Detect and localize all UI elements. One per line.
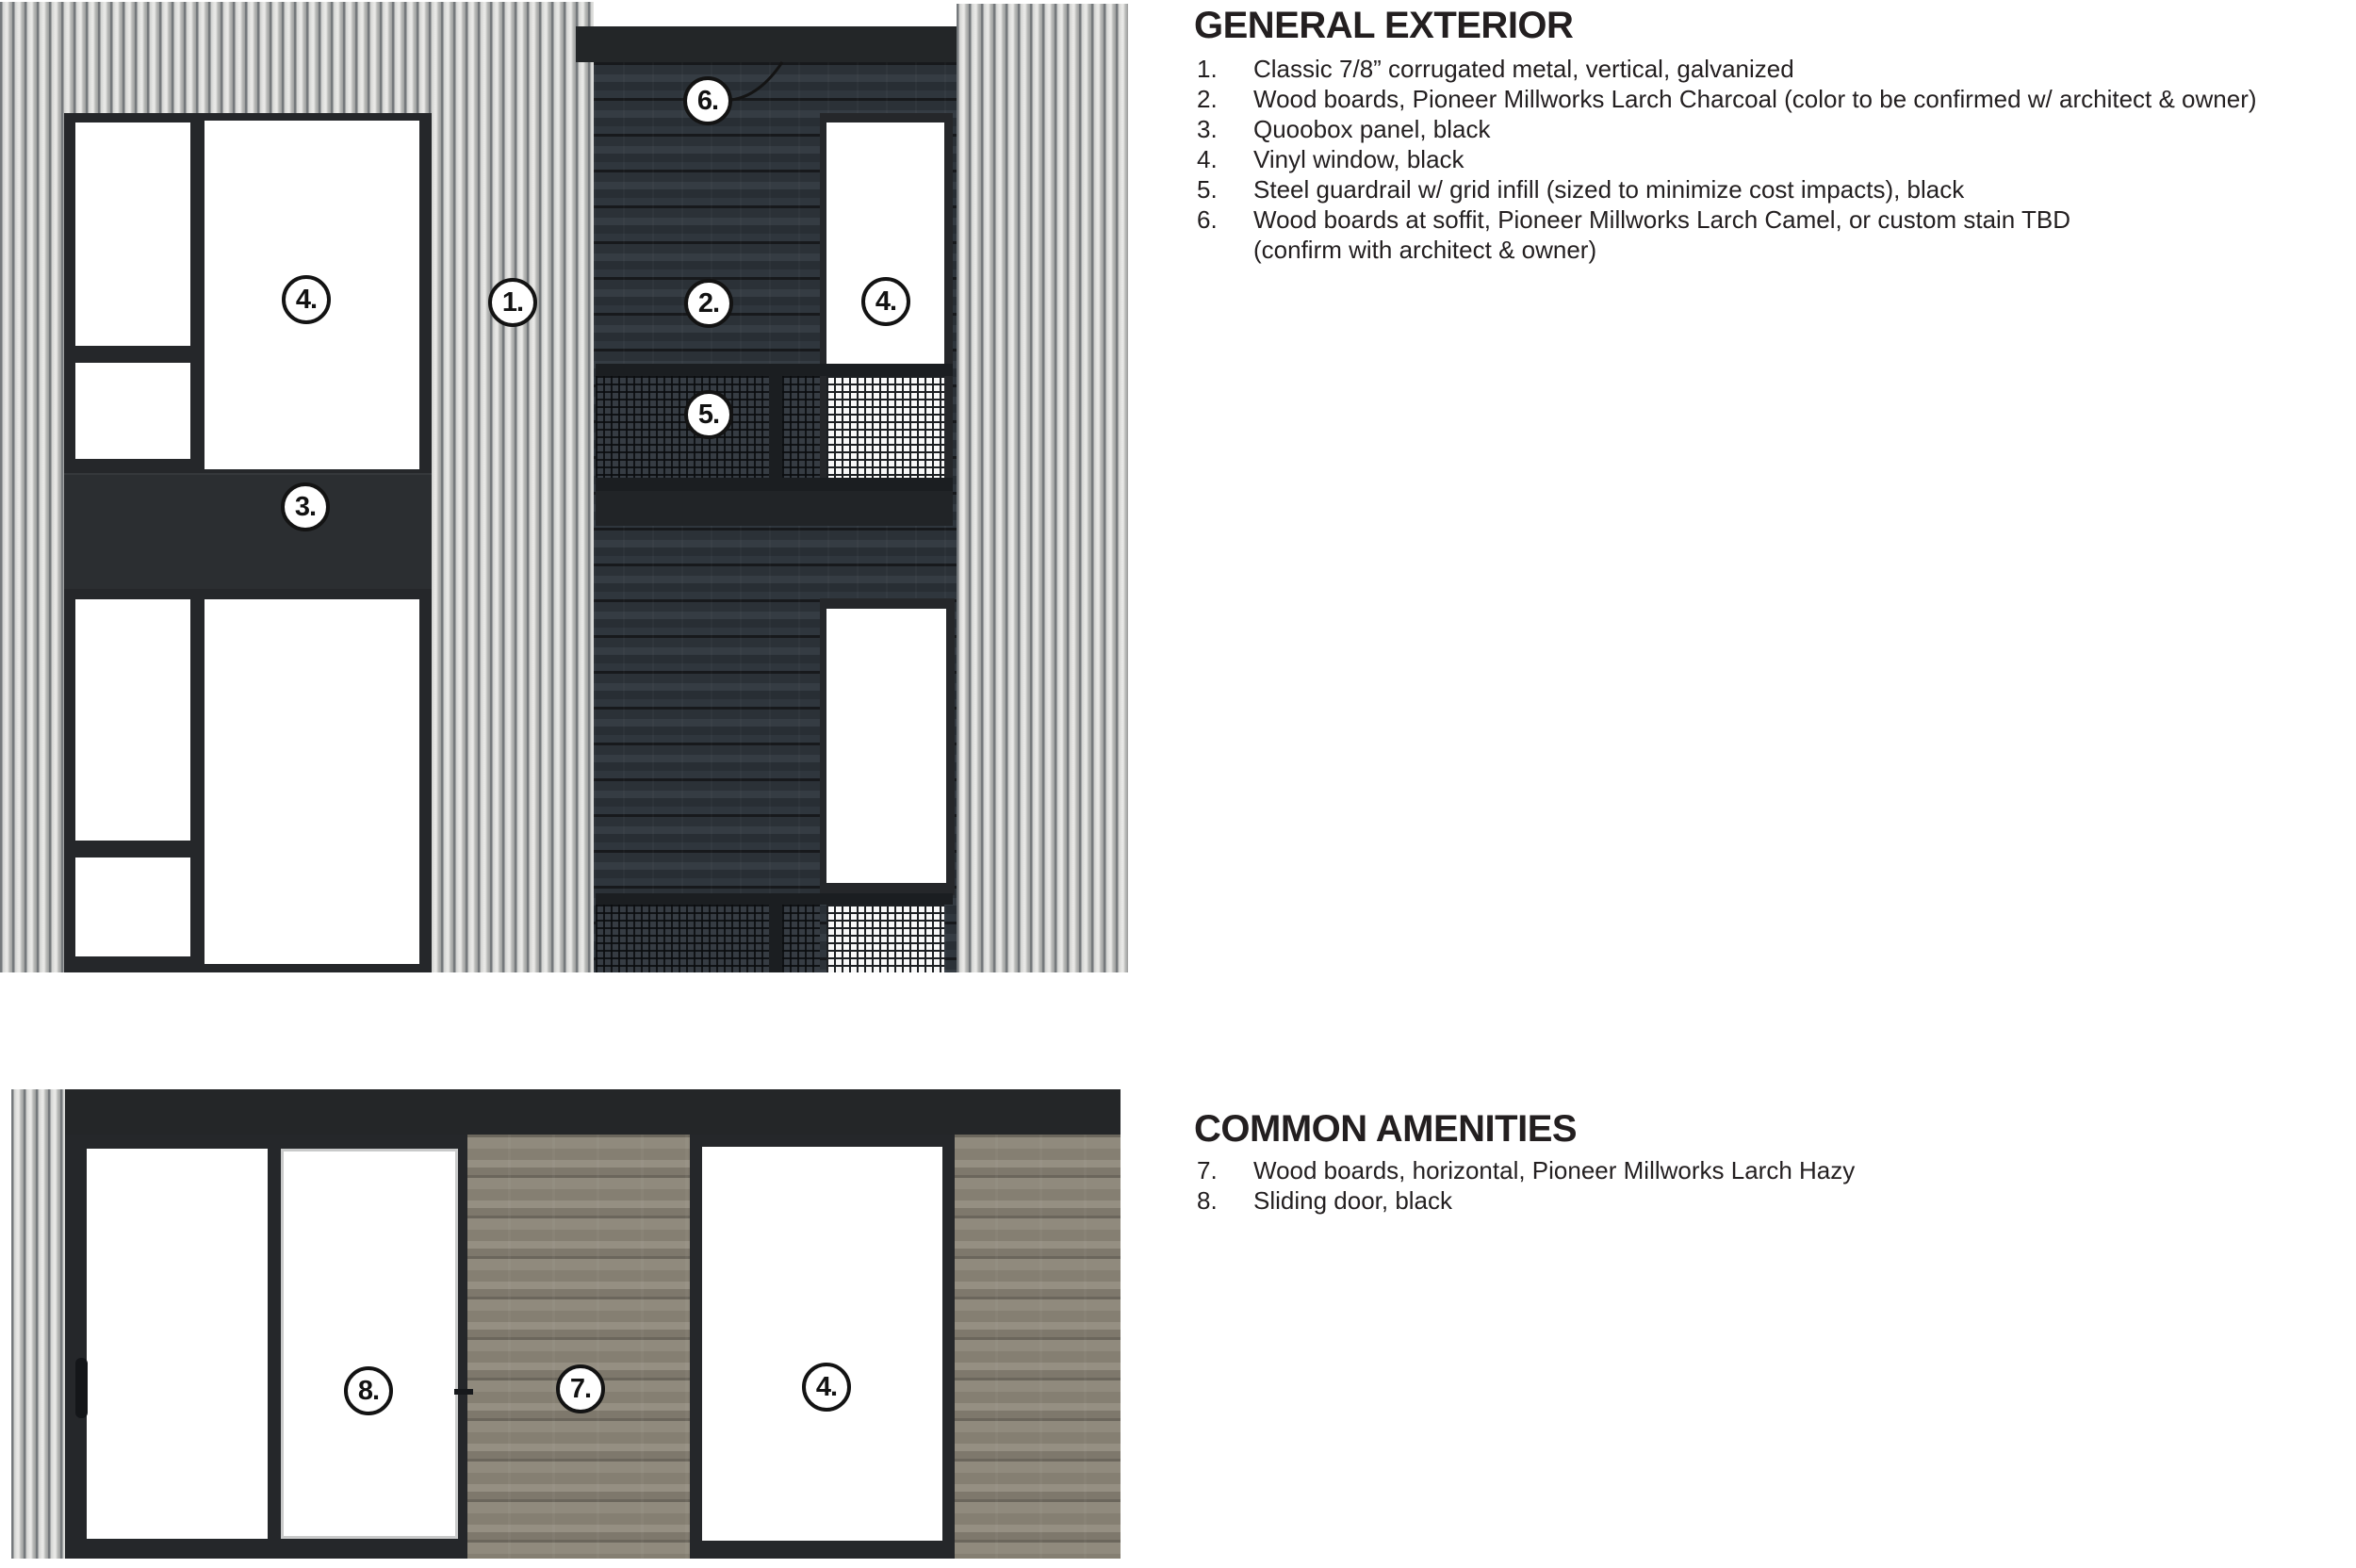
window-glass: [75, 122, 190, 346]
legend-item-text: Vinyl window, black: [1253, 145, 1464, 173]
corrugated-metal-wall-right: [957, 4, 1128, 972]
legend-item-number: 8.: [1197, 1186, 1218, 1215]
guardrail-grid-panel: [826, 905, 944, 972]
sliding-door-glass-right: [281, 1149, 458, 1539]
window-glass: [205, 599, 419, 964]
general-exterior-title: GENERAL EXTERIOR: [1194, 5, 1574, 46]
callout-3: [281, 482, 330, 531]
callout-label: 8.: [357, 1375, 380, 1406]
general-exterior-elevation: [0, 0, 1128, 972]
callout-label: 7.: [569, 1373, 592, 1404]
guardrail-bottom-rail: [596, 478, 953, 491]
legend-item: [1197, 1185, 2351, 1216]
callout-label: 4.: [295, 284, 318, 315]
legend-item-number: 4.: [1197, 145, 1218, 173]
window-glass: [826, 122, 944, 366]
legend-item: [1197, 1155, 2351, 1185]
legend-item: [1197, 174, 2351, 204]
legend-item-text: [1253, 204, 2070, 265]
window-glass: [75, 599, 190, 841]
callout-6: [683, 76, 732, 125]
guardrail-top-rail: [596, 364, 953, 376]
legend-item: [1197, 144, 2351, 174]
window-glass: [75, 858, 190, 956]
common-amenities-title: COMMON AMENITIES: [1194, 1108, 1578, 1150]
guardrail-grid-panel: [782, 376, 820, 478]
legend-item-text: Quoobox panel, black: [1253, 115, 1491, 143]
header-band: [65, 1089, 1121, 1135]
legend-item: [1197, 54, 2351, 84]
window-glass: [826, 609, 946, 883]
legend-item-number: 6.: [1197, 205, 1218, 234]
legend-item-text: Classic 7/8” corrugated metal, vertical, galvanized: [1253, 55, 1794, 83]
callout-label: 4.: [815, 1371, 838, 1402]
callout-label: 1.: [501, 286, 524, 318]
sliding-door-glass-left: [87, 1149, 268, 1539]
callout-label: 2.: [697, 287, 720, 318]
guardrail-post: [769, 376, 782, 478]
window-glass: [75, 363, 190, 459]
window-glass: [702, 1147, 942, 1541]
guardrail-grid-panel: [596, 376, 769, 478]
callout-label: 3.: [294, 491, 317, 522]
soffit-cap-band: [576, 26, 977, 62]
legend-item-number: 2.: [1197, 85, 1218, 113]
legend-item-number: 3.: [1197, 115, 1218, 143]
guardrail-grid-panel: [826, 376, 944, 478]
guardrail-post: [769, 905, 782, 972]
legend-item-line2: (confirm with architect & owner): [1253, 236, 1597, 264]
floor-deck-band: [596, 491, 953, 526]
guardrail-grid-panel: [782, 905, 820, 972]
legend-item-text: Steel guardrail w/ grid infill (sized to minimize cost impacts), black: [1253, 175, 1965, 204]
legend-item-number: 5.: [1197, 175, 1218, 204]
legend-item-number: 1.: [1197, 55, 1218, 83]
door-latch-mark: [454, 1389, 473, 1395]
legend-item-number: 7.: [1197, 1156, 1218, 1184]
legend-item: [1197, 84, 2351, 114]
callout-1: [488, 278, 537, 327]
callout-2: [684, 279, 733, 328]
callout-label: 5.: [697, 399, 720, 430]
legend-item-text: Wood boards, horizontal, Pioneer Millworks Larch Hazy: [1253, 1156, 1856, 1184]
callout-label: 6.: [696, 85, 719, 116]
callout-label: 4.: [875, 286, 897, 317]
guardrail-grid-panel: [596, 905, 769, 972]
general-exterior-list: [1197, 54, 2351, 265]
callout-6-leader-line: [729, 58, 786, 104]
callout-5: [684, 390, 733, 439]
callout-4c: [802, 1363, 851, 1412]
legend-item-line1: Wood boards at soffit, Pioneer Millworks Larch Camel, or custom stain TBD: [1253, 205, 2071, 234]
callout-7: [556, 1364, 605, 1413]
common-amenities-list: [1197, 1155, 2351, 1216]
door-handle: [75, 1358, 88, 1418]
callout-8: [344, 1366, 393, 1415]
legend-item-text: Wood boards, Pioneer Millworks Larch Charcoal (color to be confirmed w/ architect & owner): [1253, 85, 2257, 113]
corrugated-metal-strip: [11, 1089, 65, 1559]
quoobox-panel: [64, 473, 432, 589]
legend-item: [1197, 114, 2351, 144]
legend-item-text: Sliding door, black: [1253, 1186, 1453, 1215]
callout-4: [282, 275, 331, 324]
legend-item: [1197, 204, 2351, 265]
common-amenities-elevation: [0, 1089, 1128, 1568]
callout-4b: [861, 277, 910, 326]
guardrail-top-rail: [596, 893, 953, 905]
